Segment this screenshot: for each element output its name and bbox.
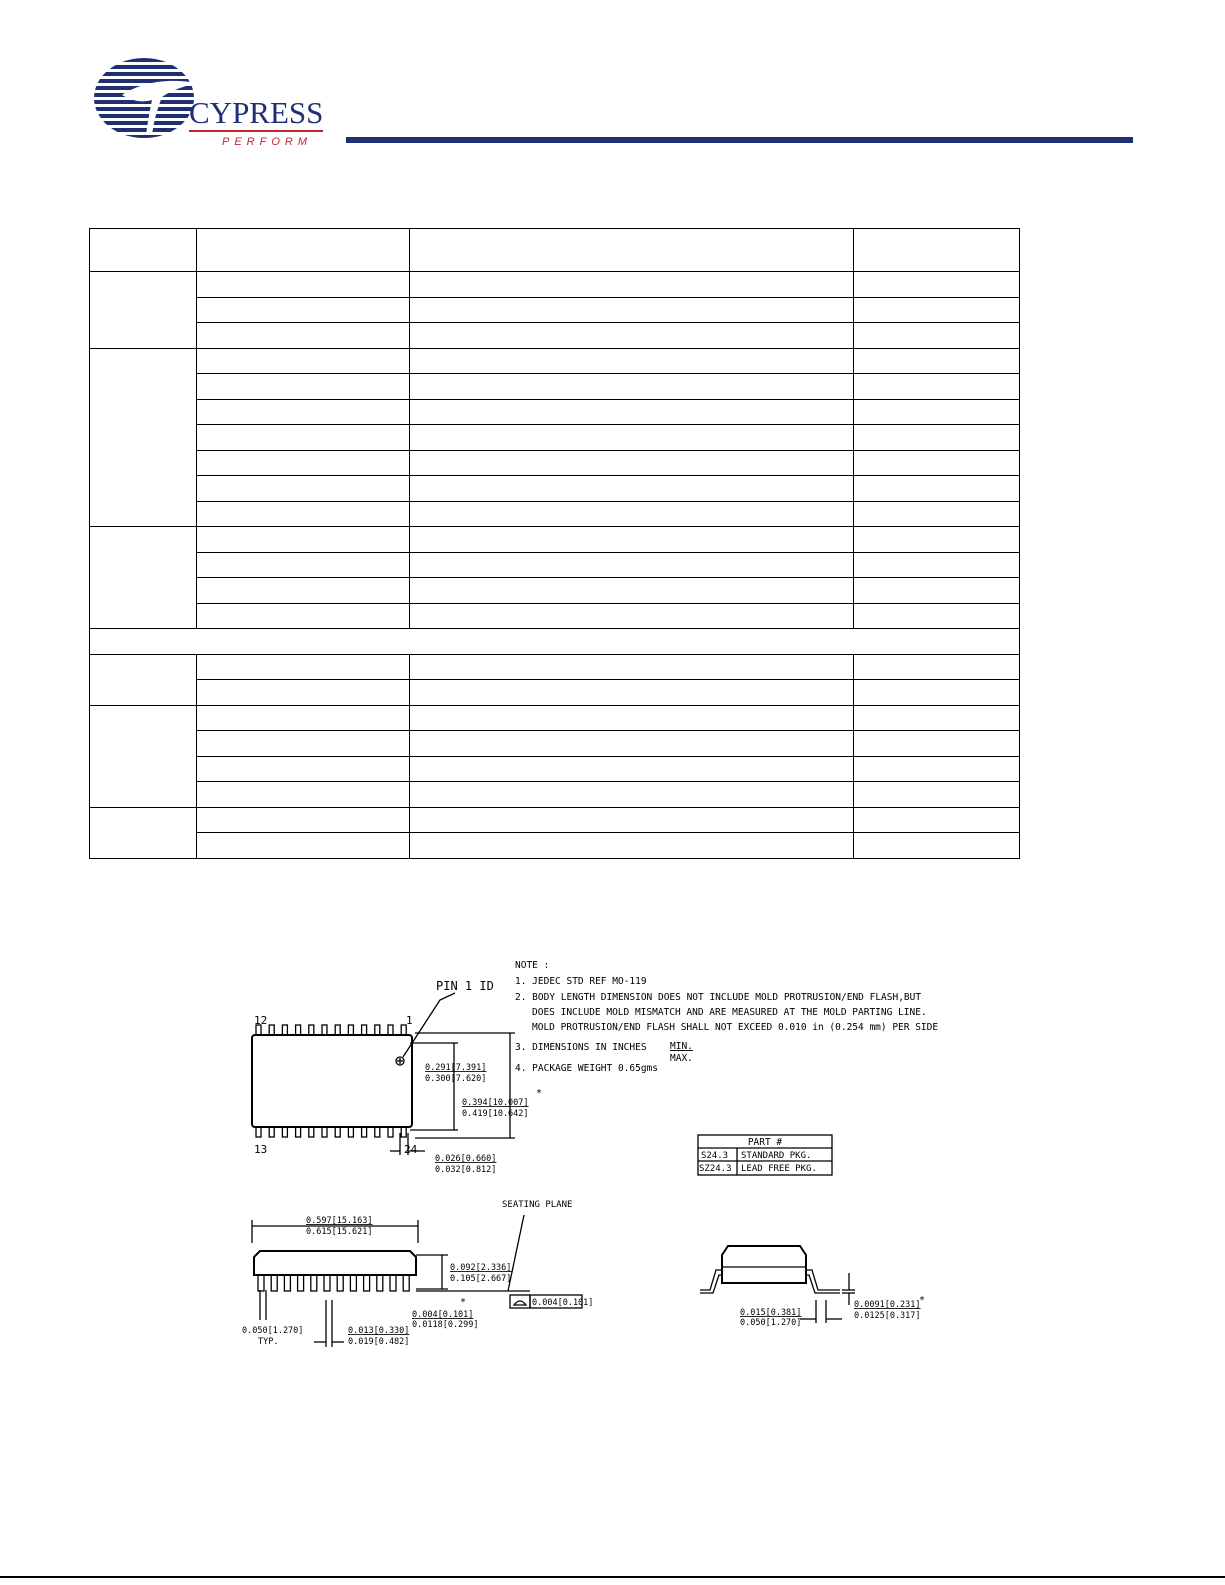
table-cell — [854, 527, 1020, 553]
table-cell — [197, 348, 410, 374]
footer-rule — [0, 1576, 1225, 1578]
package-pin — [337, 1275, 343, 1291]
table-cell — [410, 399, 854, 425]
table-cell — [410, 297, 854, 323]
table-cell — [410, 603, 854, 629]
pin-label-1: 1 — [406, 1014, 413, 1027]
logo-underline — [189, 130, 323, 132]
table-cell — [197, 833, 410, 859]
table-cell — [197, 680, 410, 706]
table-cell — [197, 297, 410, 323]
package-pin — [375, 1025, 380, 1035]
asterisk-3: * — [919, 1295, 926, 1306]
asterisk-2: * — [460, 1297, 467, 1308]
package-pin — [269, 1127, 274, 1137]
package-pin — [256, 1127, 261, 1137]
table-row — [90, 833, 1020, 859]
table-row — [90, 603, 1020, 629]
dim-standoff-max: 0.0118[0.299] — [412, 1320, 479, 1330]
package-pin — [271, 1275, 277, 1291]
table-cell — [90, 807, 197, 858]
package-pin — [390, 1275, 396, 1291]
package-pin — [403, 1275, 409, 1291]
package-pin — [311, 1275, 317, 1291]
package-pin — [269, 1025, 274, 1035]
package-pin — [335, 1025, 340, 1035]
table-row — [90, 272, 1020, 298]
package-pin — [348, 1025, 353, 1035]
minmax-min: MIN. — [670, 1041, 693, 1052]
table-cell — [410, 833, 854, 859]
part-table-cell: SZ24.3 — [699, 1164, 732, 1174]
table-cell — [410, 229, 854, 272]
table-cell — [410, 527, 854, 553]
table-cell — [410, 654, 854, 680]
package-drawing — [230, 955, 990, 1375]
table-row — [90, 323, 1020, 349]
table-cell — [197, 782, 410, 808]
minmax-max: MAX. — [670, 1053, 693, 1064]
table-cell — [197, 807, 410, 833]
dim-lead-min: 0.013[0.330] — [348, 1326, 410, 1336]
table-cell — [410, 680, 854, 706]
table-cell — [90, 654, 197, 705]
dim-footlen-min: 0.015[0.381] — [740, 1308, 802, 1318]
table-row — [90, 476, 1020, 502]
table-row — [90, 450, 1020, 476]
table-cell — [197, 527, 410, 553]
package-pin — [298, 1275, 304, 1291]
dim-foot-max: 0.032[0.812] — [435, 1165, 497, 1175]
table-row — [90, 399, 1020, 425]
package-pin — [375, 1127, 380, 1137]
table-row — [90, 348, 1020, 374]
package-pin — [377, 1275, 383, 1291]
logo-wordmark: CYPRESS — [189, 95, 324, 130]
table-cell — [854, 272, 1020, 298]
dim-height-max: 0.105[2.667] — [450, 1274, 512, 1284]
package-pin — [309, 1127, 314, 1137]
dim-total-max: 0.419[10.642] — [462, 1109, 529, 1119]
table-cell — [410, 476, 854, 502]
dim-total-min: 0.394[10.007] — [462, 1098, 529, 1108]
table-row — [90, 680, 1020, 706]
table-cell — [854, 578, 1020, 604]
table-cell — [197, 603, 410, 629]
part-table-cell: STANDARD PKG. — [741, 1151, 812, 1161]
table-cell — [410, 705, 854, 731]
table-cell — [854, 654, 1020, 680]
package-pin — [282, 1025, 287, 1035]
table-cell — [410, 323, 854, 349]
package-pin — [364, 1275, 370, 1291]
package-pin — [350, 1275, 356, 1291]
table-cell — [854, 501, 1020, 527]
table-row — [90, 578, 1020, 604]
package-pin — [322, 1025, 327, 1035]
pin1-label: PIN 1 ID — [436, 979, 494, 993]
note-line: DOES INCLUDE MOLD MISMATCH AND ARE MEASURED AT THE MOLD PARTING LINE. — [532, 1007, 927, 1018]
table-cell — [854, 297, 1020, 323]
table-row — [90, 501, 1020, 527]
package-pin — [348, 1127, 353, 1137]
table-cell — [410, 807, 854, 833]
table-cell — [854, 425, 1020, 451]
flatness-value: 0.004[0.101] — [532, 1298, 594, 1308]
table-cell — [197, 399, 410, 425]
table-cell — [854, 731, 1020, 757]
table-row — [90, 807, 1020, 833]
table-cell — [854, 229, 1020, 272]
table-row — [90, 527, 1020, 553]
table-cell — [197, 476, 410, 502]
table-cell — [410, 374, 854, 400]
note-line: NOTE : — [515, 960, 550, 971]
table-row — [90, 756, 1020, 782]
package-pin — [388, 1127, 393, 1137]
table-cell — [854, 756, 1020, 782]
table-cell — [410, 501, 854, 527]
table-row — [90, 705, 1020, 731]
dim-pitch: 0.050[1.270] — [242, 1326, 304, 1336]
part-table-cell: LEAD FREE PKG. — [741, 1164, 817, 1174]
table-cell — [854, 552, 1020, 578]
table-cell — [197, 705, 410, 731]
dim-footlen-max: 0.050[1.270] — [740, 1318, 802, 1328]
dim-width-min: 0.291[7.391] — [425, 1063, 487, 1073]
seating-plane-label: SEATING PLANE — [502, 1200, 573, 1210]
table-cell — [197, 731, 410, 757]
table-row — [90, 731, 1020, 757]
table-cell — [854, 399, 1020, 425]
table-cell — [854, 833, 1020, 859]
dim-foot-min: 0.026[0.660] — [435, 1154, 497, 1164]
dim-lead-max: 0.019[0.482] — [348, 1337, 410, 1347]
spec-table — [89, 228, 1020, 859]
table-cell — [854, 476, 1020, 502]
package-pin — [401, 1127, 406, 1137]
package-pin — [362, 1025, 367, 1035]
table-row — [90, 552, 1020, 578]
package-pin — [284, 1275, 290, 1291]
table-cell — [854, 348, 1020, 374]
table-cell — [854, 374, 1020, 400]
table-cell — [90, 348, 197, 527]
table-cell — [90, 629, 1020, 655]
table-cell — [854, 603, 1020, 629]
table-cell — [410, 425, 854, 451]
dim-standoff-min: 0.004[0.101] — [412, 1310, 474, 1320]
table-cell — [197, 323, 410, 349]
logo-tagline: PERFORM — [222, 136, 312, 148]
table-header-row — [90, 229, 1020, 272]
package-pin — [324, 1275, 330, 1291]
table-cell — [197, 425, 410, 451]
table-cell — [90, 527, 197, 629]
table-cell — [410, 756, 854, 782]
pin-label-12: 12 — [254, 1014, 268, 1027]
table-cell — [854, 680, 1020, 706]
package-pin — [258, 1275, 264, 1291]
dim-width-max: 0.300[7.620] — [425, 1074, 487, 1084]
table-cell — [197, 756, 410, 782]
table-cell — [854, 705, 1020, 731]
package-pin — [296, 1127, 301, 1137]
table-cell — [197, 272, 410, 298]
package-pin — [362, 1127, 367, 1137]
table-row — [90, 425, 1020, 451]
table-cell — [854, 450, 1020, 476]
asterisk-1: * — [536, 1088, 543, 1099]
note-line: 4. PACKAGE WEIGHT 0.65gms — [515, 1063, 658, 1074]
table-cell — [410, 552, 854, 578]
dim-thick-min: 0.0091[0.231] — [854, 1300, 921, 1310]
part-table-cell: S24.3 — [701, 1151, 729, 1161]
note-line: 3. DIMENSIONS IN INCHES — [515, 1042, 647, 1053]
package-pin — [309, 1025, 314, 1035]
table-cell — [90, 229, 197, 272]
table-row — [90, 782, 1020, 808]
table-cell — [410, 782, 854, 808]
package-pin — [282, 1127, 287, 1137]
dim-thick-max: 0.0125[0.317] — [854, 1311, 921, 1321]
table-cell — [410, 272, 854, 298]
pin-label-13: 13 — [254, 1143, 268, 1156]
globe-icon — [92, 55, 202, 155]
note-line: MOLD PROTRUSION/END FLASH SHALL NOT EXCEED 0.010 in (0.254 mm) PER SIDE — [532, 1022, 939, 1033]
table-cell — [197, 654, 410, 680]
part-table-header: PART # — [747, 1137, 783, 1148]
table-cell — [854, 323, 1020, 349]
package-pin — [322, 1127, 327, 1137]
table-cell — [197, 374, 410, 400]
dim-pitch-typ: TYP. — [258, 1337, 279, 1347]
table-row — [90, 654, 1020, 680]
table-cell — [90, 705, 197, 807]
table-cell — [410, 731, 854, 757]
dim-length-min: 0.597[15.163] — [306, 1216, 373, 1226]
table-cell — [197, 450, 410, 476]
table-row — [90, 297, 1020, 323]
table-cell — [197, 229, 410, 272]
part-number-table — [698, 1135, 832, 1175]
table-row — [90, 374, 1020, 400]
table-section-row — [90, 629, 1020, 655]
package-pin — [296, 1025, 301, 1035]
table-cell — [197, 578, 410, 604]
drawing-notes — [515, 960, 938, 1074]
package-pin — [388, 1025, 393, 1035]
table-cell — [410, 348, 854, 374]
note-line: 2. BODY LENGTH DIMENSION DOES NOT INCLUDE MOLD PROTRUSION/END FLASH,BUT — [515, 992, 922, 1003]
table-cell — [410, 450, 854, 476]
table-cell — [90, 272, 197, 349]
package-pin — [335, 1127, 340, 1137]
dim-length-max: 0.615[15.621] — [306, 1227, 373, 1237]
table-cell — [854, 807, 1020, 833]
table-cell — [410, 578, 854, 604]
table-cell — [854, 782, 1020, 808]
pin-label-24: 24 — [404, 1143, 418, 1156]
dim-height-min: 0.092[2.336] — [450, 1263, 512, 1273]
note-line: 1. JEDEC STD REF MO-119 — [515, 976, 647, 987]
table-cell — [197, 501, 410, 527]
header-rule — [346, 137, 1133, 143]
table-cell — [197, 552, 410, 578]
